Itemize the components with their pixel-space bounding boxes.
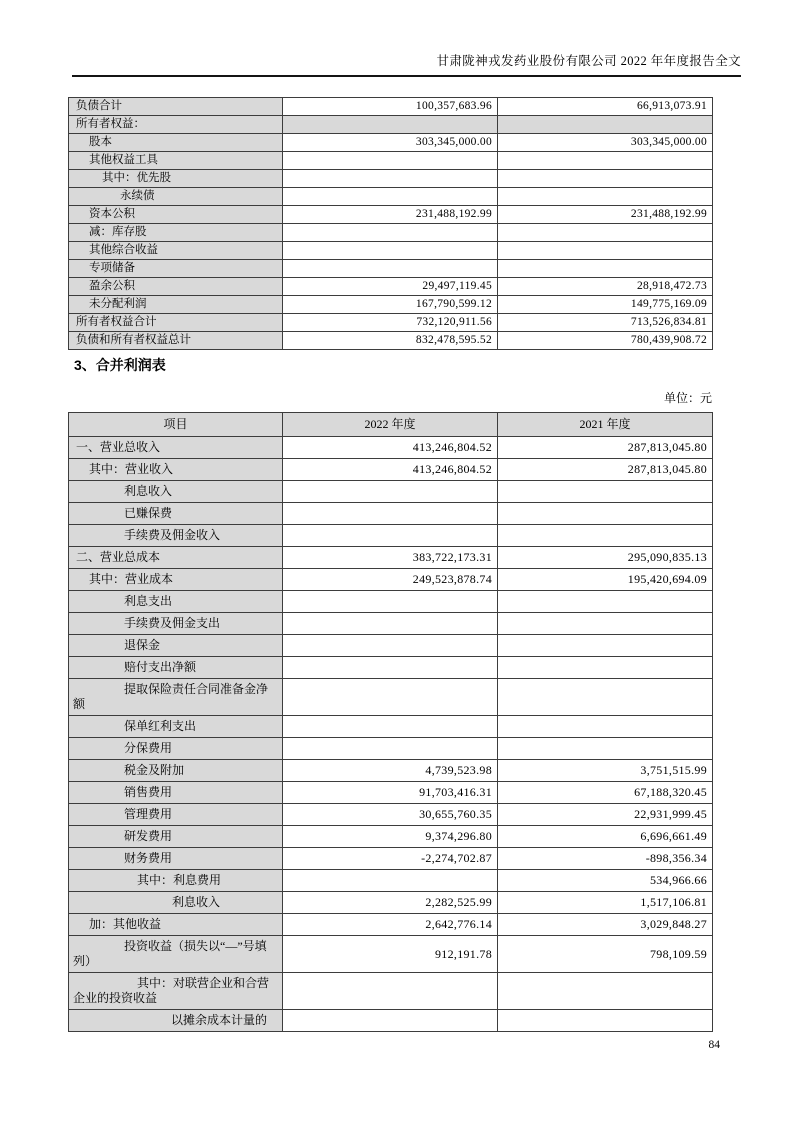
row-label: 减：库存股 bbox=[69, 224, 283, 242]
row-label: 管理费用 bbox=[69, 804, 283, 826]
value-cell bbox=[498, 260, 713, 278]
value-cell: 100,357,683.96 bbox=[283, 98, 498, 116]
row-label: 利息支出 bbox=[69, 591, 283, 613]
row-label: 分保费用 bbox=[69, 738, 283, 760]
value-cell bbox=[283, 116, 498, 134]
table-row bbox=[69, 569, 713, 591]
row-label: 赔付支出净额 bbox=[69, 657, 283, 679]
value-cell: 28,918,472.73 bbox=[498, 278, 713, 296]
table-row bbox=[69, 481, 713, 503]
value-cell bbox=[498, 613, 713, 635]
table-row bbox=[69, 437, 713, 459]
table-row bbox=[69, 826, 713, 848]
value-cell: 912,191.78 bbox=[283, 936, 498, 973]
table-row bbox=[69, 782, 713, 804]
row-label: 利息收入 bbox=[69, 892, 283, 914]
value-cell bbox=[283, 170, 498, 188]
value-cell bbox=[498, 188, 713, 206]
table-row bbox=[69, 635, 713, 657]
value-cell: 413,246,804.52 bbox=[283, 459, 498, 481]
value-cell: 287,813,045.80 bbox=[498, 459, 713, 481]
table-row bbox=[69, 134, 713, 152]
value-cell: 798,109.59 bbox=[498, 936, 713, 973]
table-row bbox=[69, 716, 713, 738]
value-cell bbox=[498, 635, 713, 657]
row-label: 负债合计 bbox=[69, 98, 283, 116]
table-row bbox=[69, 503, 713, 525]
value-cell: 22,931,999.45 bbox=[498, 804, 713, 826]
row-label: 其他权益工具 bbox=[69, 152, 283, 170]
value-cell bbox=[283, 260, 498, 278]
table-row bbox=[69, 547, 713, 569]
value-cell bbox=[498, 1010, 713, 1032]
value-cell: 249,523,878.74 bbox=[283, 569, 498, 591]
table-row bbox=[69, 1010, 713, 1032]
value-cell bbox=[498, 657, 713, 679]
row-label: 已赚保费 bbox=[69, 503, 283, 525]
table-row bbox=[69, 738, 713, 760]
table-row bbox=[69, 332, 713, 350]
income-statement-table bbox=[68, 412, 713, 1032]
value-cell: 534,966.66 bbox=[498, 870, 713, 892]
value-cell: 231,488,192.99 bbox=[283, 206, 498, 224]
table-row bbox=[69, 525, 713, 547]
value-cell: 167,790,599.12 bbox=[283, 296, 498, 314]
row-label: 以摊余成本计量的 bbox=[69, 1010, 283, 1032]
table-row bbox=[69, 170, 713, 188]
report-header-title: 甘肃陇神戎发药业股份有限公司 2022 年年度报告全文 bbox=[436, 54, 741, 68]
column-header: 2022 年度 bbox=[283, 413, 498, 437]
row-label: 盈余公积 bbox=[69, 278, 283, 296]
table-row bbox=[69, 296, 713, 314]
row-label: 未分配利润 bbox=[69, 296, 283, 314]
value-cell: 30,655,760.35 bbox=[283, 804, 498, 826]
column-header: 2021 年度 bbox=[498, 413, 713, 437]
value-cell: 713,526,834.81 bbox=[498, 314, 713, 332]
value-cell: 780,439,908.72 bbox=[498, 332, 713, 350]
row-label: 提取保险责任合同准备金净额 bbox=[69, 679, 283, 716]
value-cell: 67,188,320.45 bbox=[498, 782, 713, 804]
value-cell bbox=[498, 973, 713, 1010]
table-row bbox=[69, 892, 713, 914]
value-cell bbox=[283, 738, 498, 760]
value-cell: 295,090,835.13 bbox=[498, 547, 713, 569]
value-cell: 195,420,694.09 bbox=[498, 569, 713, 591]
row-label: 其中：营业成本 bbox=[69, 569, 283, 591]
value-cell bbox=[498, 591, 713, 613]
table-row bbox=[69, 242, 713, 260]
row-label: 手续费及佣金收入 bbox=[69, 525, 283, 547]
value-cell: 231,488,192.99 bbox=[498, 206, 713, 224]
row-label: 加：其他收益 bbox=[69, 914, 283, 936]
row-label: 其中：利息费用 bbox=[69, 870, 283, 892]
value-cell bbox=[498, 152, 713, 170]
value-cell: 3,029,848.27 bbox=[498, 914, 713, 936]
row-label: 所有者权益： bbox=[69, 116, 283, 134]
row-label: 研发费用 bbox=[69, 826, 283, 848]
value-cell bbox=[498, 716, 713, 738]
value-cell: -2,274,702.87 bbox=[283, 848, 498, 870]
value-cell bbox=[498, 116, 713, 134]
row-label: 其中：对联营企业和合营企业的投资收益 bbox=[69, 973, 283, 1010]
value-cell bbox=[498, 224, 713, 242]
section-title: 3、合并利润表 bbox=[74, 357, 166, 373]
row-label: 其中：优先股 bbox=[69, 170, 283, 188]
row-label: 销售费用 bbox=[69, 782, 283, 804]
value-cell: 6,696,661.49 bbox=[498, 826, 713, 848]
table-row bbox=[69, 914, 713, 936]
value-cell: 303,345,000.00 bbox=[283, 134, 498, 152]
value-cell: 3,751,515.99 bbox=[498, 760, 713, 782]
value-cell bbox=[498, 738, 713, 760]
value-cell bbox=[283, 657, 498, 679]
value-cell bbox=[498, 679, 713, 716]
value-cell: 287,813,045.80 bbox=[498, 437, 713, 459]
value-cell: 383,722,173.31 bbox=[283, 547, 498, 569]
table-row bbox=[69, 116, 713, 134]
value-cell bbox=[283, 242, 498, 260]
row-label: 其他综合收益 bbox=[69, 242, 283, 260]
value-cell bbox=[283, 635, 498, 657]
table-row bbox=[69, 224, 713, 242]
value-cell: 66,913,073.91 bbox=[498, 98, 713, 116]
column-header: 项目 bbox=[69, 413, 283, 437]
table-row bbox=[69, 936, 713, 973]
row-label: 其中：营业收入 bbox=[69, 459, 283, 481]
table-row bbox=[69, 657, 713, 679]
row-label: 二、营业总成本 bbox=[69, 547, 283, 569]
value-cell bbox=[498, 525, 713, 547]
row-label: 利息收入 bbox=[69, 481, 283, 503]
table-row bbox=[69, 206, 713, 224]
value-cell: 1,517,106.81 bbox=[498, 892, 713, 914]
value-cell: 149,775,169.09 bbox=[498, 296, 713, 314]
value-cell bbox=[283, 525, 498, 547]
table-row bbox=[69, 848, 713, 870]
value-cell bbox=[283, 716, 498, 738]
value-cell: 2,642,776.14 bbox=[283, 914, 498, 936]
row-label: 所有者权益合计 bbox=[69, 314, 283, 332]
value-cell bbox=[283, 503, 498, 525]
table-row bbox=[69, 973, 713, 1010]
table-row bbox=[69, 152, 713, 170]
table-row bbox=[69, 188, 713, 206]
row-label: 手续费及佣金支出 bbox=[69, 613, 283, 635]
table-row bbox=[69, 760, 713, 782]
value-cell bbox=[283, 613, 498, 635]
page-number: 84 bbox=[708, 1039, 720, 1051]
table-row bbox=[69, 679, 713, 716]
value-cell bbox=[498, 170, 713, 188]
balance-sheet-table bbox=[68, 97, 713, 350]
value-cell: 832,478,595.52 bbox=[283, 332, 498, 350]
row-label: 退保金 bbox=[69, 635, 283, 657]
unit-label: 单位：元 bbox=[663, 391, 712, 405]
value-cell bbox=[283, 973, 498, 1010]
row-label: 保单红利支出 bbox=[69, 716, 283, 738]
table-row bbox=[69, 314, 713, 332]
value-cell bbox=[283, 152, 498, 170]
value-cell bbox=[283, 591, 498, 613]
value-cell bbox=[498, 503, 713, 525]
value-cell: 29,497,119.45 bbox=[283, 278, 498, 296]
row-label: 股本 bbox=[69, 134, 283, 152]
table-row bbox=[69, 591, 713, 613]
row-label: 专项储备 bbox=[69, 260, 283, 278]
row-label: 投资收益（损失以“—”号填列） bbox=[69, 936, 283, 973]
value-cell: 413,246,804.52 bbox=[283, 437, 498, 459]
value-cell bbox=[283, 224, 498, 242]
value-cell bbox=[283, 1010, 498, 1032]
table-row bbox=[69, 613, 713, 635]
header-rule bbox=[72, 75, 741, 77]
value-cell bbox=[283, 188, 498, 206]
value-cell bbox=[283, 481, 498, 503]
row-label: 负债和所有者权益总计 bbox=[69, 332, 283, 350]
row-label: 永续债 bbox=[69, 188, 283, 206]
value-cell: 2,282,525.99 bbox=[283, 892, 498, 914]
value-cell: 4,739,523.98 bbox=[283, 760, 498, 782]
row-label: 税金及附加 bbox=[69, 760, 283, 782]
table-row bbox=[69, 260, 713, 278]
table-header-row bbox=[69, 413, 713, 437]
value-cell: 9,374,296.80 bbox=[283, 826, 498, 848]
value-cell: 91,703,416.31 bbox=[283, 782, 498, 804]
value-cell: 732,120,911.56 bbox=[283, 314, 498, 332]
table-row bbox=[69, 459, 713, 481]
value-cell bbox=[283, 679, 498, 716]
table-row bbox=[69, 870, 713, 892]
table-row bbox=[69, 98, 713, 116]
table-row bbox=[69, 804, 713, 826]
table-row bbox=[69, 278, 713, 296]
row-label: 一、营业总收入 bbox=[69, 437, 283, 459]
value-cell bbox=[498, 481, 713, 503]
value-cell: 303,345,000.00 bbox=[498, 134, 713, 152]
value-cell bbox=[498, 242, 713, 260]
row-label: 财务费用 bbox=[69, 848, 283, 870]
value-cell: -898,356.34 bbox=[498, 848, 713, 870]
row-label: 资本公积 bbox=[69, 206, 283, 224]
value-cell bbox=[283, 870, 498, 892]
